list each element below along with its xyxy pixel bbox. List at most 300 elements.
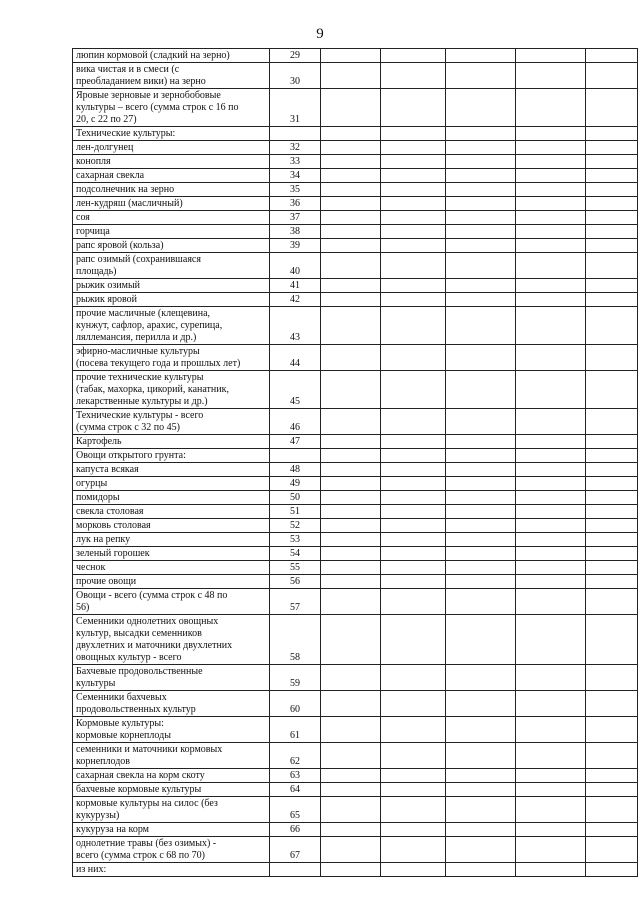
value-cell[interactable]	[446, 225, 516, 239]
value-cell[interactable]	[381, 463, 446, 477]
value-cell[interactable]	[446, 183, 516, 197]
value-cell[interactable]	[446, 127, 516, 141]
value-cell[interactable]	[321, 717, 381, 743]
row-label-cell	[73, 589, 270, 615]
value-cell[interactable]	[446, 769, 516, 783]
value-cell[interactable]	[586, 589, 638, 615]
value-cell[interactable]	[381, 169, 446, 183]
value-cell[interactable]	[586, 371, 638, 409]
value-cell[interactable]	[381, 63, 446, 89]
row-label: рыжик озимый	[76, 280, 141, 291]
value-cell[interactable]	[446, 717, 516, 743]
value-cell[interactable]	[446, 155, 516, 169]
row-label: зеленый горошек	[76, 548, 150, 559]
value-cell[interactable]	[446, 435, 516, 449]
value-cell[interactable]	[446, 561, 516, 575]
value-cell[interactable]	[321, 769, 381, 783]
row-code: 33	[270, 155, 321, 169]
value-cell[interactable]	[586, 239, 638, 253]
value-cell[interactable]	[586, 837, 638, 863]
table-row	[73, 279, 638, 293]
value-cell[interactable]	[381, 477, 446, 491]
value-cell[interactable]	[381, 293, 446, 307]
row-label-cell	[73, 293, 270, 307]
value-cell[interactable]	[381, 797, 446, 823]
table-row	[73, 717, 638, 743]
value-cell[interactable]	[381, 575, 446, 589]
row-label-cell	[73, 253, 270, 279]
row-label-cell	[73, 491, 270, 505]
value-cell[interactable]	[321, 533, 381, 547]
value-cell[interactable]	[321, 49, 381, 63]
table-row	[73, 183, 638, 197]
value-cell[interactable]	[446, 691, 516, 717]
value-cell[interactable]	[586, 477, 638, 491]
value-cell[interactable]	[516, 155, 586, 169]
row-code: 30	[270, 63, 321, 89]
row-code: 48	[270, 463, 321, 477]
value-cell[interactable]	[381, 505, 446, 519]
value-cell[interactable]	[446, 665, 516, 691]
value-cell[interactable]	[516, 863, 586, 877]
value-cell[interactable]	[446, 89, 516, 127]
value-cell[interactable]	[516, 127, 586, 141]
value-cell[interactable]	[586, 783, 638, 797]
value-cell[interactable]	[321, 547, 381, 561]
value-cell[interactable]	[516, 547, 586, 561]
value-cell[interactable]	[586, 491, 638, 505]
row-label-cell	[73, 797, 270, 823]
row-label: лен-кудряш (масличный)	[76, 198, 183, 209]
value-cell[interactable]	[586, 63, 638, 89]
value-cell[interactable]	[516, 783, 586, 797]
row-label-cell	[73, 197, 270, 211]
value-cell[interactable]	[381, 769, 446, 783]
table-row	[73, 63, 638, 89]
value-cell[interactable]	[381, 665, 446, 691]
value-cell[interactable]	[516, 449, 586, 463]
value-cell[interactable]	[381, 49, 446, 63]
row-code: 55	[270, 561, 321, 575]
row-label-cell	[73, 307, 270, 345]
row-code: 38	[270, 225, 321, 239]
value-cell[interactable]	[446, 575, 516, 589]
row-label-cell	[73, 127, 270, 141]
row-label: прочие овощи	[76, 576, 137, 587]
value-cell[interactable]	[321, 449, 381, 463]
value-cell[interactable]	[516, 435, 586, 449]
value-cell[interactable]	[586, 665, 638, 691]
value-cell[interactable]	[516, 575, 586, 589]
value-cell[interactable]	[446, 837, 516, 863]
row-label: сахарная свекла	[76, 170, 145, 181]
value-cell[interactable]	[446, 345, 516, 371]
value-cell[interactable]	[321, 823, 381, 837]
value-cell[interactable]	[586, 533, 638, 547]
value-cell[interactable]	[516, 183, 586, 197]
row-code: 35	[270, 183, 321, 197]
value-cell[interactable]	[381, 183, 446, 197]
value-cell[interactable]	[381, 519, 446, 533]
value-cell[interactable]	[381, 533, 446, 547]
value-cell[interactable]	[446, 743, 516, 769]
value-cell[interactable]	[516, 345, 586, 371]
value-cell[interactable]	[516, 211, 586, 225]
value-cell[interactable]	[446, 519, 516, 533]
value-cell[interactable]	[321, 519, 381, 533]
value-cell[interactable]	[446, 169, 516, 183]
value-cell[interactable]	[321, 169, 381, 183]
value-cell[interactable]	[446, 477, 516, 491]
row-code	[270, 863, 321, 877]
value-cell[interactable]	[516, 533, 586, 547]
row-label-cell	[73, 717, 270, 743]
row-label: Овощи открытого грунта:	[76, 450, 186, 461]
value-cell[interactable]	[516, 49, 586, 63]
row-code: 43	[270, 307, 321, 345]
value-cell[interactable]	[321, 155, 381, 169]
row-label-cell	[73, 371, 270, 409]
table-row	[73, 783, 638, 797]
value-cell[interactable]	[321, 211, 381, 225]
value-cell[interactable]	[586, 225, 638, 239]
value-cell[interactable]	[381, 547, 446, 561]
value-cell[interactable]	[586, 615, 638, 665]
value-cell[interactable]	[586, 435, 638, 449]
row-label-cell	[73, 49, 270, 63]
value-cell[interactable]	[381, 837, 446, 863]
value-cell[interactable]	[381, 435, 446, 449]
value-cell[interactable]	[446, 197, 516, 211]
value-cell[interactable]	[321, 589, 381, 615]
value-cell[interactable]	[446, 141, 516, 155]
value-cell[interactable]	[321, 797, 381, 823]
value-cell[interactable]	[446, 279, 516, 293]
row-label-cell	[73, 211, 270, 225]
value-cell[interactable]	[381, 345, 446, 371]
value-cell[interactable]	[586, 211, 638, 225]
value-cell[interactable]	[446, 823, 516, 837]
row-code: 31	[270, 89, 321, 127]
value-cell[interactable]	[516, 463, 586, 477]
row-label-cell	[73, 533, 270, 547]
row-label: конопля	[76, 156, 111, 167]
value-cell[interactable]	[381, 127, 446, 141]
row-label-cell	[73, 63, 270, 89]
value-cell[interactable]	[516, 519, 586, 533]
value-cell[interactable]	[586, 463, 638, 477]
row-label: эфирно-масличные культуры (посева текущего года и прошлых лет)	[76, 346, 241, 369]
value-cell[interactable]	[446, 783, 516, 797]
value-cell[interactable]	[516, 491, 586, 505]
row-label: подсолнечник на зерно	[76, 184, 175, 195]
table-row	[73, 127, 638, 141]
value-cell[interactable]	[381, 211, 446, 225]
value-cell[interactable]	[516, 63, 586, 89]
row-label: лен-долгунец	[76, 142, 134, 153]
value-cell[interactable]	[321, 477, 381, 491]
value-cell[interactable]	[446, 449, 516, 463]
value-cell[interactable]	[321, 615, 381, 665]
table-row	[73, 49, 638, 63]
value-cell[interactable]	[446, 463, 516, 477]
value-cell[interactable]	[516, 823, 586, 837]
table-row	[73, 665, 638, 691]
value-cell[interactable]	[446, 49, 516, 63]
value-cell[interactable]	[321, 863, 381, 877]
row-label-cell	[73, 169, 270, 183]
table-row	[73, 449, 638, 463]
value-cell[interactable]	[516, 307, 586, 345]
table-row	[73, 409, 638, 435]
row-code: 34	[270, 169, 321, 183]
value-cell[interactable]	[381, 307, 446, 345]
value-cell[interactable]	[321, 491, 381, 505]
value-cell[interactable]	[586, 717, 638, 743]
row-code: 37	[270, 211, 321, 225]
row-code: 41	[270, 279, 321, 293]
value-cell[interactable]	[381, 253, 446, 279]
value-cell[interactable]	[516, 253, 586, 279]
row-code: 56	[270, 575, 321, 589]
row-label: Технические культуры:	[76, 128, 176, 139]
table-row	[73, 533, 638, 547]
value-cell[interactable]	[516, 89, 586, 127]
value-cell[interactable]	[586, 127, 638, 141]
row-label: Технические культуры - всего (сумма строк с 32 по 45)	[76, 410, 204, 433]
value-cell[interactable]	[446, 293, 516, 307]
value-cell[interactable]	[381, 615, 446, 665]
row-label-cell	[73, 615, 270, 665]
value-cell[interactable]	[321, 345, 381, 371]
value-cell[interactable]	[321, 293, 381, 307]
value-cell[interactable]	[586, 293, 638, 307]
value-cell[interactable]	[586, 797, 638, 823]
value-cell[interactable]	[586, 409, 638, 435]
value-cell[interactable]	[446, 547, 516, 561]
value-cell[interactable]	[586, 141, 638, 155]
row-label-cell	[73, 665, 270, 691]
value-cell[interactable]	[586, 743, 638, 769]
value-cell[interactable]	[516, 691, 586, 717]
value-cell[interactable]	[381, 155, 446, 169]
value-cell[interactable]	[516, 665, 586, 691]
value-cell[interactable]	[586, 449, 638, 463]
value-cell[interactable]	[516, 279, 586, 293]
value-cell[interactable]	[446, 211, 516, 225]
value-cell[interactable]	[446, 863, 516, 877]
value-cell[interactable]	[321, 253, 381, 279]
row-label-cell	[73, 225, 270, 239]
row-code: 59	[270, 665, 321, 691]
value-cell[interactable]	[446, 615, 516, 665]
table-row	[73, 463, 638, 477]
row-label: однолетние травы (без озимых) - всего (сумма строк с 68 по 70)	[76, 838, 217, 861]
value-cell[interactable]	[516, 837, 586, 863]
value-cell[interactable]	[321, 783, 381, 797]
row-code: 60	[270, 691, 321, 717]
value-cell[interactable]	[586, 89, 638, 127]
value-cell[interactable]	[446, 239, 516, 253]
row-code: 53	[270, 533, 321, 547]
value-cell[interactable]	[446, 371, 516, 409]
value-cell[interactable]	[586, 561, 638, 575]
value-cell[interactable]	[586, 169, 638, 183]
row-label: свекла столовая	[76, 506, 144, 517]
value-cell[interactable]	[516, 561, 586, 575]
table-row	[73, 435, 638, 449]
crop-area-table	[72, 48, 638, 877]
value-cell[interactable]	[381, 409, 446, 435]
value-cell[interactable]	[321, 239, 381, 253]
value-cell[interactable]	[321, 561, 381, 575]
value-cell[interactable]	[446, 797, 516, 823]
value-cell[interactable]	[516, 743, 586, 769]
value-cell[interactable]	[321, 665, 381, 691]
value-cell[interactable]	[586, 49, 638, 63]
value-cell[interactable]	[321, 279, 381, 293]
value-cell[interactable]	[586, 519, 638, 533]
row-label-cell	[73, 575, 270, 589]
value-cell[interactable]	[381, 491, 446, 505]
value-cell[interactable]	[516, 239, 586, 253]
value-cell[interactable]	[586, 575, 638, 589]
value-cell[interactable]	[446, 491, 516, 505]
row-label-cell	[73, 691, 270, 717]
value-cell[interactable]	[516, 225, 586, 239]
value-cell[interactable]	[586, 863, 638, 877]
value-cell[interactable]	[381, 589, 446, 615]
row-label-cell	[73, 345, 270, 371]
value-cell[interactable]	[381, 823, 446, 837]
table-row	[73, 211, 638, 225]
value-cell[interactable]	[516, 293, 586, 307]
value-cell[interactable]	[321, 183, 381, 197]
value-cell[interactable]	[516, 505, 586, 519]
row-label: вика чистая и в смеси (с преобладанием вики) на зерно	[76, 64, 206, 87]
value-cell[interactable]	[321, 743, 381, 769]
value-cell[interactable]	[516, 169, 586, 183]
value-cell[interactable]	[446, 505, 516, 519]
table-row	[73, 863, 638, 877]
row-code	[270, 449, 321, 463]
value-cell[interactable]	[381, 239, 446, 253]
value-cell[interactable]	[516, 477, 586, 491]
value-cell[interactable]	[446, 533, 516, 547]
value-cell[interactable]	[321, 575, 381, 589]
value-cell[interactable]	[446, 253, 516, 279]
value-cell[interactable]	[381, 863, 446, 877]
value-cell[interactable]	[381, 279, 446, 293]
row-label: кукуруза на корм	[76, 824, 150, 835]
value-cell[interactable]	[321, 409, 381, 435]
value-cell[interactable]	[586, 547, 638, 561]
table-row	[73, 823, 638, 837]
value-cell[interactable]	[381, 141, 446, 155]
row-label: сахарная свекла на корм скоту	[76, 770, 205, 781]
value-cell[interactable]	[381, 783, 446, 797]
value-cell[interactable]	[586, 505, 638, 519]
value-cell[interactable]	[381, 89, 446, 127]
value-cell[interactable]	[516, 141, 586, 155]
value-cell[interactable]	[586, 691, 638, 717]
value-cell[interactable]	[586, 823, 638, 837]
row-label-cell	[73, 183, 270, 197]
value-cell[interactable]	[321, 307, 381, 345]
row-label-cell	[73, 89, 270, 127]
value-cell[interactable]	[381, 743, 446, 769]
value-cell[interactable]	[321, 141, 381, 155]
value-cell[interactable]	[321, 505, 381, 519]
value-cell[interactable]	[321, 837, 381, 863]
value-cell[interactable]	[586, 307, 638, 345]
row-label-cell	[73, 239, 270, 253]
value-cell[interactable]	[516, 371, 586, 409]
row-label: из них:	[76, 864, 107, 875]
value-cell[interactable]	[516, 409, 586, 435]
value-cell[interactable]	[586, 155, 638, 169]
value-cell[interactable]	[381, 197, 446, 211]
table-row	[73, 575, 638, 589]
value-cell[interactable]	[586, 769, 638, 783]
row-label: Кормовые культуры: кормовые корнеплоды	[76, 718, 171, 741]
value-cell[interactable]	[446, 307, 516, 345]
row-label-cell	[73, 743, 270, 769]
table-row	[73, 371, 638, 409]
value-cell[interactable]	[321, 435, 381, 449]
value-cell[interactable]	[321, 225, 381, 239]
value-cell[interactable]	[516, 615, 586, 665]
value-cell[interactable]	[586, 279, 638, 293]
value-cell[interactable]	[586, 345, 638, 371]
value-cell[interactable]	[516, 797, 586, 823]
value-cell[interactable]	[381, 225, 446, 239]
value-cell[interactable]	[516, 589, 586, 615]
row-label-cell	[73, 783, 270, 797]
row-code: 45	[270, 371, 321, 409]
value-cell[interactable]	[516, 717, 586, 743]
value-cell[interactable]	[381, 691, 446, 717]
table-row	[73, 797, 638, 823]
value-cell[interactable]	[321, 63, 381, 89]
table-row	[73, 491, 638, 505]
value-cell[interactable]	[381, 561, 446, 575]
value-cell[interactable]	[446, 589, 516, 615]
value-cell[interactable]	[321, 691, 381, 717]
table-row	[73, 743, 638, 769]
value-cell[interactable]	[446, 63, 516, 89]
value-cell[interactable]	[321, 463, 381, 477]
value-cell[interactable]	[586, 197, 638, 211]
row-code: 32	[270, 141, 321, 155]
row-label-cell	[73, 547, 270, 561]
value-cell[interactable]	[446, 409, 516, 435]
table-row	[73, 293, 638, 307]
value-cell[interactable]	[321, 89, 381, 127]
value-cell[interactable]	[586, 183, 638, 197]
value-cell[interactable]	[321, 371, 381, 409]
value-cell[interactable]	[381, 717, 446, 743]
value-cell[interactable]	[516, 769, 586, 783]
row-label: кормовые культуры на силос (без кукурузы)	[76, 798, 218, 821]
value-cell[interactable]	[516, 197, 586, 211]
value-cell[interactable]	[381, 371, 446, 409]
value-cell[interactable]	[321, 197, 381, 211]
value-cell[interactable]	[321, 127, 381, 141]
value-cell[interactable]	[586, 253, 638, 279]
value-cell[interactable]	[381, 449, 446, 463]
table-row	[73, 519, 638, 533]
